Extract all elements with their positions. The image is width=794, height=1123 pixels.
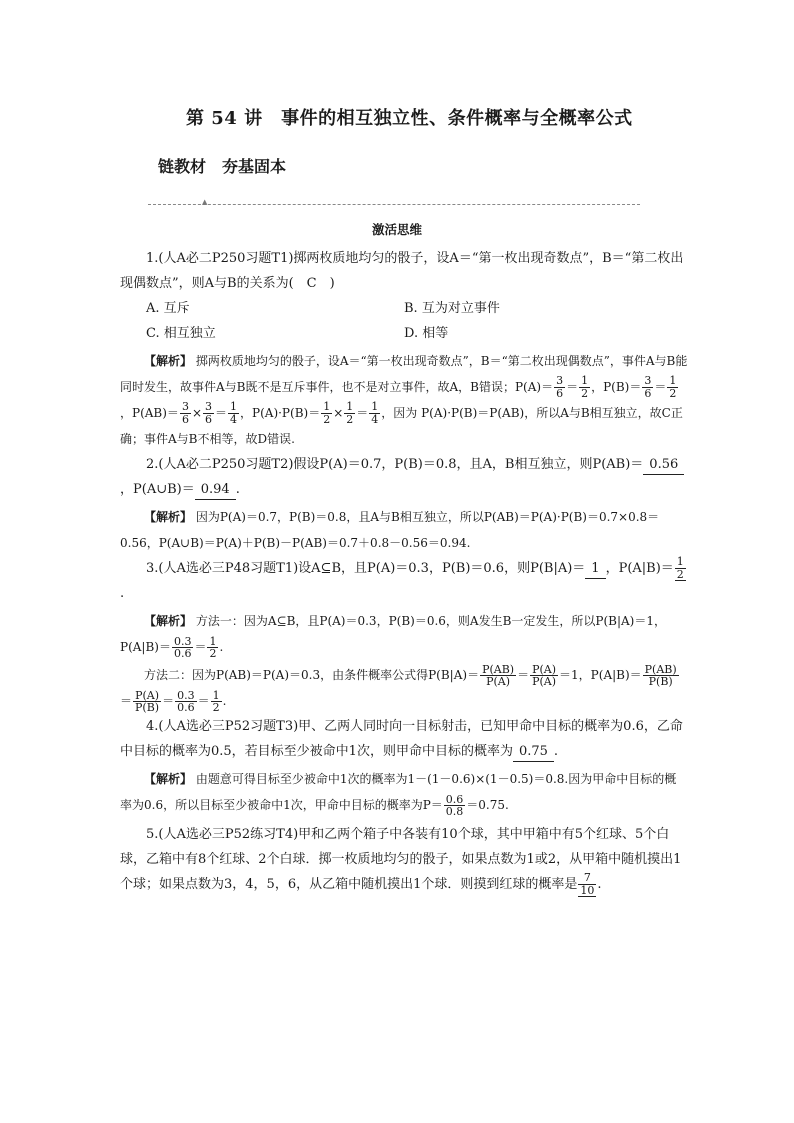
content [120, 246, 688, 897]
page-title: 第 54 讲 事件的相互独立性、条件概率与全概率公式 [186, 108, 633, 129]
question-5: 5.(人A选必三P52练习T4)甲和乙两个箱子中各装有10个球，其中甲箱中有5个红球、5个白球，乙箱中有8个红球、2个白球．掷一枚质地均匀的骰子，如果点数为1或2，从甲箱中随机摸出1个球；如果点数为3，4，5，6，从乙箱中随机摸出1个球．则摸到红球的概率是 $\frac{7}{10}$ . [120, 827, 682, 897]
section-heading: 链教材 夯基固本 [158, 157, 287, 176]
question-4: 4.(人A选必三P52习题T3)甲、乙两人同时向一目标射击，已知甲命中目标的概率为0.6，乙命中目标的概率为0.5，若目标至少被命中1次，则甲命中目标的概率为 0.75 . [120, 714, 688, 764]
analysis-3: 【解析】 方法一：因为A⊆B，且P(A)＝0.3，P(B)＝0.6，则A发生B一定发生，所以P(B|A)＝1，P(A|B)＝ $\frac{0.3}{0.6}$ ＝ $\frac{1}{2}$ . [120, 614, 666, 661]
option-a: A. 互斥 [146, 301, 190, 316]
subheading: 激活思维 [371, 222, 422, 237]
analysis-3-method-2: 方法二：因为P(AB)＝P(A)＝0.3，由条件概率公式得P(B|A)＝ $\frac{P(AB)}{P(A)}$ ＝ $\frac{P(A)}{P(A)}$ ＝1，P(A|B)＝ $\frac{P(AB)}{P(B)}$ ＝ $\frac{P(A)}{P(B)}$ ＝ $\frac{0.3}{0.6}$ ＝ $\frac{1}{2}$ . [120, 662, 677, 715]
analysis-1: 【解析】 掷两枚质地均匀的骰子，设A＝“第一枚出现奇数点”，B＝“第二枚出现偶数点”，事件A与B能同时发生，故事件A与B既不是互斥事件，也不是对立事件，故A，B错误；P(A)＝ $\frac{3}{6}$ ＝ $\frac{1}{2}$ ，P(B)＝ $\frac{3}{6}$ ＝ $\frac{1}{2}$ ，P(AB)＝ $\frac{3}{6}$ × $\frac{3}{6}$ ＝ $\frac{1}{4}$ ，P(A)·P(B)＝ $\frac{1}{2}$ × $\frac{1}{2}$ ＝ $\frac{1}{4}$ ，因为 P(A)·P(B)＝P(AB)，所以A与B相互独立，故C正确；事件A与B不相等，故D错误. [120, 354, 688, 446]
answer-blank: 0.75 [513, 743, 554, 762]
analysis-2: 【解析】 因为P(A)＝0.7，P(B)＝0.8，且A与B相互独立，所以P(AB)＝P(A)·P(B)＝0.7×0.8＝0.56，P(A∪B)＝P(A)＋P(B)－P(AB)＝0.7＋0.8－0.56＝0.94. [120, 510, 660, 550]
option-d: D. 相等 [404, 326, 449, 341]
answer-blank: 0.56 [643, 456, 684, 475]
question-1-options [120, 296, 688, 346]
answer-blank: 1 [585, 560, 605, 579]
option-c: C. 相互独立 [146, 326, 216, 341]
question-3: 3.(人A选必三P48习题T1)设A⊆B，且P(A)＝0.3，P(B)＝0.6，则P(B|A)＝ 1 ，P(A|B)＝ $\frac{1}{2}$ . [120, 555, 684, 602]
divider-marker-icon: ▲ [202, 198, 208, 206]
divider [148, 204, 640, 205]
question-1: 1.(人A必二P250习题T1)掷两枚质地均匀的骰子，设A＝“第一枚出现奇数点”，B＝“第二枚出现偶数点”，则A与B的关系为( C ) [120, 251, 684, 291]
analysis-4: 【解析】 由题意可得目标至少被命中1次的概率为1－(1－0.6)×(1－0.5)＝0.8.因为甲命中目标的概率为0.6，所以目标至少被命中1次，甲命中目标的概率为P＝ $\frac{0.6}{0.8}$ ＝0.75. [120, 772, 677, 819]
analysis-tag: 【解析】 [144, 354, 193, 368]
option-b: B. 互为对立事件 [404, 301, 500, 316]
question-2: 2.(人A必二P250习题T2)假设P(A)＝0.7，P(B)＝0.8，且A，B相互独立，则P(AB)＝ 0.56，P(A∪B)＝ 0.94 . [120, 452, 688, 502]
answer-blank: 0.94 [195, 481, 236, 500]
